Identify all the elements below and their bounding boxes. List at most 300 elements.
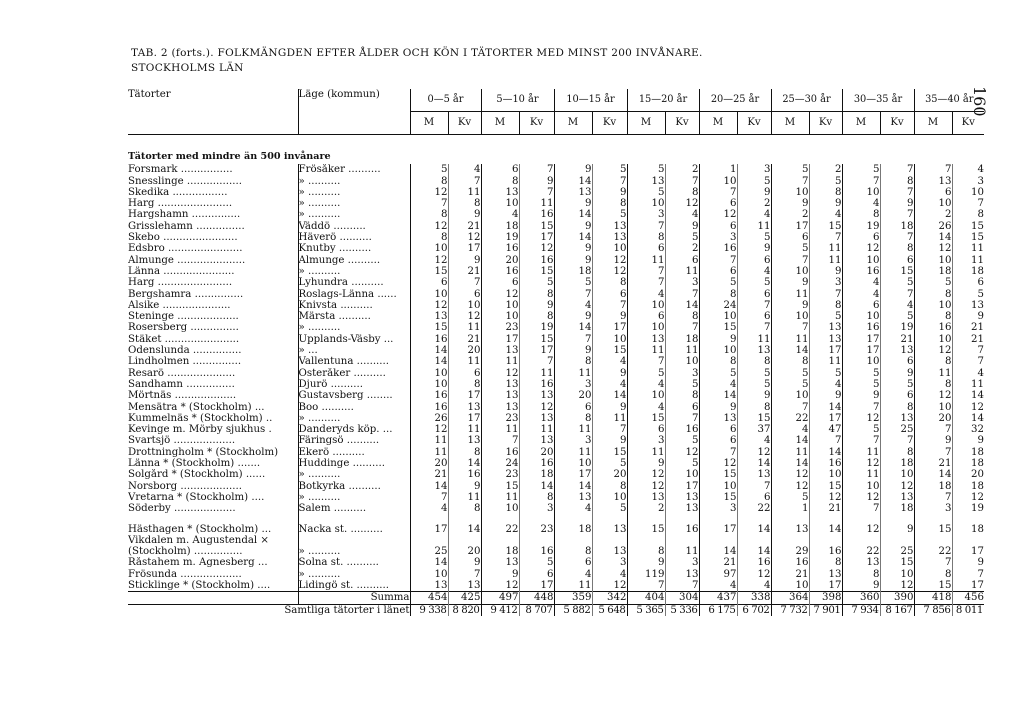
value-cell: 7 xyxy=(665,176,699,187)
value-cell: 6 xyxy=(699,198,737,209)
value-cell: 17 xyxy=(665,481,699,492)
table-row xyxy=(128,345,984,356)
kommun-name: Färingsö .......... xyxy=(298,435,410,446)
value-cell: 10 xyxy=(410,289,448,300)
table-row xyxy=(128,289,984,300)
value-cell: 18 xyxy=(952,458,984,469)
tatort-name: Mensätra * (Stockholm) ... xyxy=(128,401,265,413)
value-cell: 16 xyxy=(842,266,880,277)
value-cell: 14 xyxy=(699,546,737,557)
value-cell: 16 xyxy=(809,458,842,469)
value-cell: 37 xyxy=(737,424,771,435)
value-cell: 21 xyxy=(410,469,448,480)
value-cell: 7 xyxy=(699,447,737,458)
value-cell: 12 xyxy=(914,243,952,254)
value-cell: 8 xyxy=(880,447,914,458)
value-cell: 17 xyxy=(519,580,554,592)
value-cell: 12 xyxy=(592,266,627,277)
value-cell: 16 xyxy=(519,209,554,220)
value-cell: 18 xyxy=(665,334,699,345)
value-cell: 11 xyxy=(519,368,554,379)
value-cell: 10 xyxy=(880,569,914,580)
tatort-name: Grisslehamn ............... xyxy=(128,220,245,232)
value-cell: 8 xyxy=(448,447,481,458)
kommun-name: » .......... xyxy=(298,198,410,209)
value-cell: 11 xyxy=(448,492,481,503)
value-cell: 4 xyxy=(809,379,842,390)
total-cell: 8 167 xyxy=(880,604,914,616)
value-cell: 10 xyxy=(699,176,737,187)
summa-label: Summa xyxy=(298,592,410,604)
value-cell: 10 xyxy=(410,569,448,580)
tatort-name: Stäket ....................... xyxy=(128,333,240,345)
kommun-name: » ... xyxy=(298,345,410,356)
tatort-name: Odenslunda ............... xyxy=(128,345,242,357)
value-cell: 26 xyxy=(410,413,448,424)
value-cell: 20 xyxy=(481,255,519,266)
value-cell: 5 xyxy=(665,379,699,390)
value-cell: 18 xyxy=(952,447,984,458)
value-cell: 19 xyxy=(842,221,880,232)
value-cell: 11 xyxy=(665,546,699,557)
value-cell: 3 xyxy=(554,379,592,390)
table-row xyxy=(128,481,984,492)
sex-header-female: Kv xyxy=(880,112,914,135)
value-cell: 6 xyxy=(519,569,554,580)
total-cell: 5 365 xyxy=(627,604,665,616)
value-cell: 22 xyxy=(914,546,952,557)
value-cell: 12 xyxy=(410,255,448,266)
value-cell: 12 xyxy=(481,580,519,592)
value-cell: 7 xyxy=(914,424,952,435)
total-cell: 6 175 xyxy=(699,604,737,616)
value-cell: 6 xyxy=(665,255,699,266)
value-cell: 12 xyxy=(880,481,914,492)
sex-header-female: Kv xyxy=(592,112,627,135)
table-heading xyxy=(131,46,703,76)
total-cell: 6 702 xyxy=(737,604,771,616)
tatort-name: Länna * (Stockholm) ....... xyxy=(128,458,261,470)
value-cell xyxy=(809,535,842,546)
value-cell: 14 xyxy=(771,458,809,469)
table-row xyxy=(128,232,984,243)
value-cell xyxy=(914,535,952,546)
value-cell: 10 xyxy=(627,390,665,401)
value-cell: 13 xyxy=(627,176,665,187)
value-cell: 5 xyxy=(809,368,842,379)
value-cell: 10 xyxy=(448,300,481,311)
value-cell xyxy=(448,535,481,546)
value-cell: 4 xyxy=(952,164,984,175)
value-cell: 14 xyxy=(410,557,448,568)
value-cell: 6 xyxy=(914,187,952,198)
value-cell: 14 xyxy=(737,524,771,535)
value-cell: 18 xyxy=(481,546,519,557)
value-cell: 14 xyxy=(914,469,952,480)
value-cell: 12 xyxy=(665,447,699,458)
sex-header-male: M xyxy=(842,112,880,135)
value-cell: 3 xyxy=(952,176,984,187)
value-cell: 10 xyxy=(481,311,519,322)
sex-header-female: Kv xyxy=(952,112,984,135)
value-cell: 6 xyxy=(737,289,771,300)
value-cell: 16 xyxy=(410,334,448,345)
value-cell: 16 xyxy=(699,243,737,254)
table-row xyxy=(128,322,984,333)
value-cell: 4 xyxy=(592,379,627,390)
tatort-name: Mörtnäs ................... xyxy=(128,390,237,402)
value-cell: 4 xyxy=(554,503,592,514)
value-cell: 10 xyxy=(410,379,448,390)
value-cell: 7 xyxy=(880,232,914,243)
value-cell: 17 xyxy=(809,413,842,424)
value-cell: 4 xyxy=(880,300,914,311)
tatort-name: Råstahem m. Agnesberg ... xyxy=(128,557,268,569)
value-cell: 6 xyxy=(880,255,914,266)
kommun-name: Salem .......... xyxy=(298,503,410,514)
value-cell: 7 xyxy=(809,232,842,243)
value-cell: 14 xyxy=(554,209,592,220)
value-cell: 6 xyxy=(880,390,914,401)
value-cell: 9 xyxy=(592,435,627,446)
tatort-name: Vretarna * (Stockholm) .... xyxy=(128,491,265,503)
value-cell: 8 xyxy=(410,209,448,220)
tatort-name: Sandhamn ............... xyxy=(128,378,235,390)
value-cell: 5 xyxy=(665,458,699,469)
value-cell: 6 xyxy=(554,402,592,413)
value-cell: 7 xyxy=(448,176,481,187)
value-cell: 5 xyxy=(699,368,737,379)
value-cell: 3 xyxy=(914,503,952,514)
value-cell: 12 xyxy=(410,221,448,232)
value-cell: 3 xyxy=(737,164,771,175)
value-cell: 10 xyxy=(665,356,699,367)
value-cell: 6 xyxy=(842,300,880,311)
value-cell: 97 xyxy=(699,569,737,580)
value-cell: 14 xyxy=(519,481,554,492)
value-cell: 4 xyxy=(665,209,699,220)
table-row xyxy=(128,458,984,469)
value-cell: 9 xyxy=(592,311,627,322)
value-cell: 7 xyxy=(554,289,592,300)
value-cell: 10 xyxy=(699,481,737,492)
value-cell: 13 xyxy=(481,345,519,356)
value-cell: 23 xyxy=(481,413,519,424)
value-cell: 9 xyxy=(519,300,554,311)
value-cell: 3 xyxy=(665,368,699,379)
value-cell: 9 xyxy=(880,524,914,535)
value-cell: 9 xyxy=(809,266,842,277)
summa-cell: 338 xyxy=(737,592,771,604)
value-cell: 32 xyxy=(952,424,984,435)
value-cell: 8 xyxy=(665,390,699,401)
value-cell: 10 xyxy=(952,187,984,198)
value-cell: 9 xyxy=(448,255,481,266)
value-cell: 12 xyxy=(448,311,481,322)
value-cell: 21 xyxy=(952,334,984,345)
value-cell: 12 xyxy=(771,469,809,480)
value-cell: 9 xyxy=(481,569,519,580)
value-cell: 23 xyxy=(481,322,519,333)
value-cell: 13 xyxy=(519,390,554,401)
value-cell: 12 xyxy=(737,447,771,458)
value-cell: 29 xyxy=(771,546,809,557)
value-cell: 11 xyxy=(665,345,699,356)
value-cell: 5 xyxy=(519,277,554,288)
value-cell: 2 xyxy=(914,209,952,220)
tatort-name: Kevinge m. Mörby sjukhus . xyxy=(128,424,272,436)
table-header xyxy=(128,89,984,135)
value-cell: 8 xyxy=(481,176,519,187)
value-cell: 6 xyxy=(554,557,592,568)
value-cell: 7 xyxy=(627,356,665,367)
tatort-name: Kummelnäs * (Stockholm) .. xyxy=(128,412,273,424)
value-cell: 22 xyxy=(842,546,880,557)
value-cell: 8 xyxy=(627,232,665,243)
value-cell: 12 xyxy=(410,424,448,435)
value-cell: 18 xyxy=(952,524,984,535)
value-cell: 12 xyxy=(952,402,984,413)
value-cell: 13 xyxy=(665,503,699,514)
value-cell: 10 xyxy=(771,311,809,322)
value-cell: 13 xyxy=(627,492,665,503)
value-cell: 9 xyxy=(699,334,737,345)
value-cell: 11 xyxy=(554,424,592,435)
value-cell: 7 xyxy=(737,322,771,333)
value-cell: 7 xyxy=(880,289,914,300)
value-cell: 21 xyxy=(952,322,984,333)
value-cell: 18 xyxy=(952,481,984,492)
value-cell: 17 xyxy=(952,546,984,557)
value-cell: 13 xyxy=(448,402,481,413)
value-cell: 16 xyxy=(842,322,880,333)
value-cell: 11 xyxy=(627,447,665,458)
value-cell: 8 xyxy=(627,546,665,557)
value-cell: 10 xyxy=(627,300,665,311)
value-cell: 10 xyxy=(842,311,880,322)
kommun-name: Lyhundra .......... xyxy=(298,277,410,288)
total-cell: 5 336 xyxy=(665,604,699,616)
value-cell: 1 xyxy=(699,164,737,175)
value-cell: 18 xyxy=(914,266,952,277)
sex-header-male: M xyxy=(627,112,665,135)
value-cell: 11 xyxy=(519,198,554,209)
value-cell: 11 xyxy=(737,334,771,345)
value-cell: 13 xyxy=(737,345,771,356)
value-cell: 8 xyxy=(880,402,914,413)
value-cell: 21 xyxy=(448,266,481,277)
value-cell: 11 xyxy=(952,243,984,254)
value-cell: 21 xyxy=(914,458,952,469)
value-cell: 15 xyxy=(699,469,737,480)
kommun-name: Roslags-Länna ...... xyxy=(298,289,410,300)
value-cell: 14 xyxy=(914,232,952,243)
total-cell: 9 338 xyxy=(410,604,448,616)
value-cell: 8 xyxy=(592,198,627,209)
value-cell: 14 xyxy=(592,390,627,401)
tatort-name: Norsborg ................... xyxy=(128,480,242,492)
value-cell: 15 xyxy=(699,322,737,333)
value-cell: 6 xyxy=(448,368,481,379)
value-cell: 7 xyxy=(665,289,699,300)
value-cell: 16 xyxy=(737,557,771,568)
value-cell: 13 xyxy=(592,546,627,557)
value-cell: 17 xyxy=(481,334,519,345)
value-cell: 11 xyxy=(771,334,809,345)
table-row xyxy=(128,413,984,424)
value-cell: 11 xyxy=(737,221,771,232)
value-cell: 7 xyxy=(481,435,519,446)
value-cell: 6 xyxy=(592,289,627,300)
tatort-name: Harg ....................... xyxy=(128,198,233,210)
value-cell: 6 xyxy=(771,232,809,243)
value-cell: 5 xyxy=(842,368,880,379)
value-cell: 14 xyxy=(809,524,842,535)
value-cell: 12 xyxy=(410,300,448,311)
value-cell: 10 xyxy=(410,368,448,379)
value-cell: 14 xyxy=(554,232,592,243)
table-row xyxy=(128,277,984,288)
value-cell: 7 xyxy=(699,255,737,266)
value-cell: 17 xyxy=(809,580,842,592)
kommun-name: Upplands-Väsby ... xyxy=(298,334,410,345)
value-cell: 7 xyxy=(627,266,665,277)
tatort-name: Drottningholm * (Stockholm) xyxy=(128,446,279,458)
kommun-name: Märsta .......... xyxy=(298,311,410,322)
value-cell: 9 xyxy=(592,187,627,198)
value-cell: 8 xyxy=(665,311,699,322)
sex-header-male: M xyxy=(699,112,737,135)
value-cell: 11 xyxy=(771,289,809,300)
value-cell: 5 xyxy=(737,379,771,390)
value-cell: 7 xyxy=(737,481,771,492)
value-cell: 7 xyxy=(914,447,952,458)
value-cell: 9 xyxy=(592,368,627,379)
value-cell: 4 xyxy=(627,402,665,413)
value-cell: 11 xyxy=(771,447,809,458)
value-cell: 9 xyxy=(914,435,952,446)
value-cell: 15 xyxy=(410,266,448,277)
value-cell: 20 xyxy=(952,469,984,480)
value-cell: 6 xyxy=(880,356,914,367)
table-row xyxy=(128,176,984,187)
value-cell: 17 xyxy=(809,345,842,356)
value-cell: 11 xyxy=(481,492,519,503)
value-cell: 15 xyxy=(410,322,448,333)
value-cell: 8 xyxy=(914,356,952,367)
value-cell: 17 xyxy=(519,345,554,356)
value-cell: 8 xyxy=(914,311,952,322)
value-cell: 7 xyxy=(627,580,665,592)
value-cell: 20 xyxy=(592,469,627,480)
value-cell: 11 xyxy=(842,469,880,480)
value-cell: 7 xyxy=(592,176,627,187)
value-cell: 14 xyxy=(448,524,481,535)
value-cell: 25 xyxy=(880,424,914,435)
value-cell: 5 xyxy=(771,379,809,390)
value-cell xyxy=(665,535,699,546)
value-cell: 18 xyxy=(519,469,554,480)
value-cell: 8 xyxy=(771,356,809,367)
table-row xyxy=(128,580,984,592)
value-cell: 12 xyxy=(699,458,737,469)
tatort-name: Alsike ..................... xyxy=(128,299,231,311)
value-cell: 16 xyxy=(914,322,952,333)
value-cell: 4 xyxy=(809,209,842,220)
value-cell: 11 xyxy=(809,243,842,254)
value-cell: 13 xyxy=(699,413,737,424)
value-cell: 8 xyxy=(842,209,880,220)
value-cell: 14 xyxy=(809,402,842,413)
value-cell: 7 xyxy=(665,413,699,424)
table-row xyxy=(128,524,984,535)
value-cell: 14 xyxy=(699,390,737,401)
value-cell: 7 xyxy=(592,300,627,311)
value-cell: 9 xyxy=(554,221,592,232)
value-cell: 9 xyxy=(809,198,842,209)
value-cell: 8 xyxy=(410,176,448,187)
kommun-name: Boo .......... xyxy=(298,402,410,413)
value-cell: 20 xyxy=(554,390,592,401)
value-cell: 8 xyxy=(448,503,481,514)
value-cell: 9 xyxy=(842,390,880,401)
value-cell: 6 xyxy=(737,492,771,503)
value-cell: 12 xyxy=(481,289,519,300)
value-cell: 6 xyxy=(665,402,699,413)
value-cell: 5 xyxy=(842,379,880,390)
value-cell: 13 xyxy=(519,435,554,446)
tatort-name: Resarö ..................... xyxy=(128,367,236,379)
value-cell: 11 xyxy=(592,413,627,424)
value-cell: 17 xyxy=(699,524,737,535)
kommun-name: Djurö .......... xyxy=(298,379,410,390)
value-cell: 4 xyxy=(842,277,880,288)
value-cell: 7 xyxy=(771,176,809,187)
tatort-name: Svartsjö ................... xyxy=(128,435,236,447)
value-cell: 3 xyxy=(519,503,554,514)
value-cell: 11 xyxy=(519,424,554,435)
value-cell: 8 xyxy=(952,209,984,220)
summa-cell: 398 xyxy=(809,592,842,604)
value-cell: 12 xyxy=(627,481,665,492)
value-cell: 11 xyxy=(410,435,448,446)
total-cell: 7 732 xyxy=(771,604,809,616)
value-cell: 21 xyxy=(809,503,842,514)
value-cell: 11 xyxy=(554,368,592,379)
value-cell: 3 xyxy=(665,557,699,568)
age-group-header: 5—10 år xyxy=(481,89,554,112)
summa-cell: 437 xyxy=(699,592,737,604)
value-cell: 18 xyxy=(880,503,914,514)
value-cell: 6 xyxy=(952,277,984,288)
value-cell: 12 xyxy=(914,345,952,356)
table-row xyxy=(128,469,984,480)
value-cell: 9 xyxy=(554,311,592,322)
value-cell: 4 xyxy=(737,266,771,277)
value-cell: 10 xyxy=(809,469,842,480)
value-cell: 25 xyxy=(880,546,914,557)
value-cell: 11 xyxy=(448,322,481,333)
tatort-name: Rosersberg ............... xyxy=(128,322,239,334)
sex-header-male: M xyxy=(771,112,809,135)
value-cell: 5 xyxy=(554,277,592,288)
value-cell: 13 xyxy=(592,221,627,232)
value-cell: 14 xyxy=(410,356,448,367)
value-cell: 6 xyxy=(627,424,665,435)
value-cell: 13 xyxy=(592,232,627,243)
tatort-name: Sticklinge * (Stockholm) .... xyxy=(128,579,271,591)
value-cell: 9 xyxy=(554,198,592,209)
